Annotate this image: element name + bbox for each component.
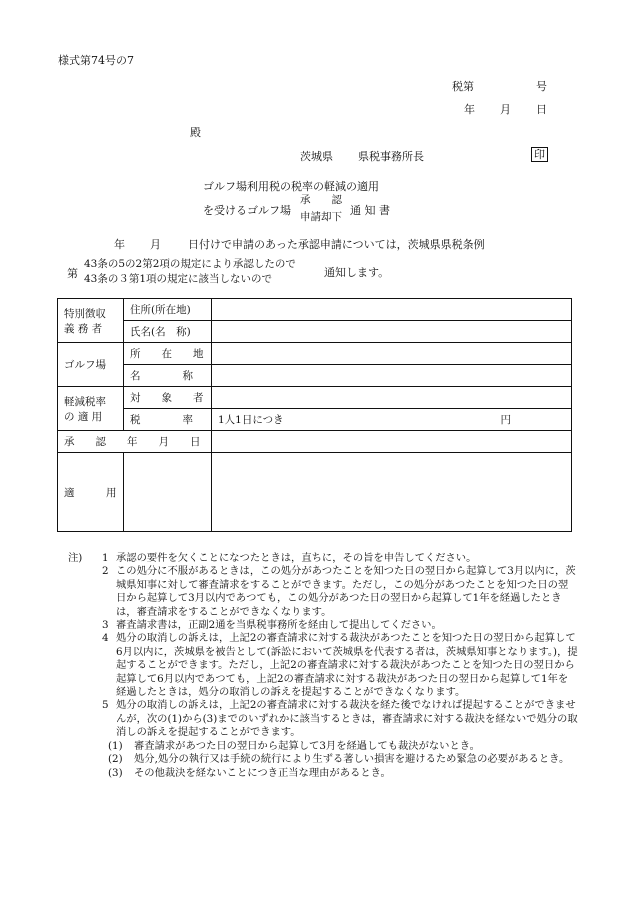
table-row <box>58 365 572 387</box>
rate-value <box>212 409 572 431</box>
approval-date-label: 承 認 年 月 日 <box>58 431 212 453</box>
remarks-value-2 <box>212 453 572 532</box>
addressee-suffix: 殿 <box>190 126 201 139</box>
rate-label: 税 率 <box>124 409 212 431</box>
rate-value-unit: 円 <box>500 414 511 426</box>
remarks-value-1 <box>124 453 212 532</box>
date-day-label: 日 <box>536 103 547 116</box>
issuer-office: 県税事務所長 <box>358 150 424 163</box>
seal-mark: 印 <box>531 147 548 162</box>
table-row <box>58 453 572 532</box>
title-line-2-prefix: を受けるゴルフ場 <box>203 204 291 217</box>
table-row <box>58 431 572 453</box>
title-line-2-suffix: 通 知 書 <box>350 204 390 217</box>
body-suffix: 通知します。 <box>324 266 390 279</box>
reduced-rate-header: 軽減税率 の 適 用 <box>58 387 124 431</box>
table-row <box>58 387 572 409</box>
issuer-prefecture: 茨城県 <box>300 150 333 163</box>
title-option-approve: 承 認 <box>300 194 342 206</box>
date-month-label: 月 <box>500 103 511 116</box>
note-item: 5 処分の取消しの訴えは，上記2の審査請求に対する裁決を経た後でなければ提起することができませんが，次の(1)から(3)までのいずれかに該当するときは，審査請求に対する裁決を経ないで処分の取消しの訴えを提起することができます。 <box>102 699 578 739</box>
form-number: 様式第74号の7 <box>58 54 134 67</box>
rate-value-prefix: 1人1日につき <box>218 414 284 426</box>
title-line-1: ゴルフ場利用税の税率の軽減の適用 <box>203 180 379 193</box>
name-label: 氏名(名 称) <box>124 321 212 343</box>
body-option-reject: 43条の３第1項の規定に該当しないので <box>84 273 273 285</box>
body-text-line: 日付けで申請のあった承認申請については，茨城県県税条例 <box>188 238 485 251</box>
golf-course-header: ゴルフ場 <box>58 343 124 387</box>
notice-table <box>57 298 572 532</box>
table-row <box>58 409 572 431</box>
reference-number-label: 号 <box>536 80 547 93</box>
name-value <box>212 321 572 343</box>
note-item: 2 この処分に不服があるときは，この処分があつたことを知つた日の翌日から起算して3月以内に，茨城県知事に対して審査請求をすることができます。ただし，この処分があつたことを知つた日の翌日から起算して3月以内であつても，この処分があつた日の翌日から起算して1年を経過したときは，審査請求をすることができなくなります。 <box>102 565 576 618</box>
note-sub-item: (1) 審査請求があつた日の翌日から起算して3月を経過しても裁決がないとき。 <box>108 739 480 752</box>
body-option-approve: 43条の5の2第2項の規定により承認したので <box>84 258 296 270</box>
reference-tax-label: 税第 <box>452 80 474 93</box>
table-row <box>58 343 572 365</box>
table-row <box>58 299 572 321</box>
remarks-label: 適 用 <box>58 453 124 532</box>
body-month-label: 月 <box>150 238 161 251</box>
notes-section <box>68 552 578 780</box>
note-sub-item: (3) その他裁決を経ないことにつき正当な理由があるとき。 <box>108 766 391 779</box>
target-label: 対 象 者 <box>124 387 212 409</box>
location-value <box>212 343 572 365</box>
course-name-label: 名 称 <box>124 365 212 387</box>
address-value <box>212 299 572 321</box>
note-item: 3 審査請求書は，正副2通を当県税事務所を経由して提出してください。 <box>102 619 442 632</box>
note-sub-item: (2) 処分,処分の執行又は手続の続行により生ずる著しい損害を避けるため緊急の必要があるとき。 <box>108 753 570 766</box>
location-label: 所 在 地 <box>124 343 212 365</box>
address-label: 住所(所在地) <box>124 299 212 321</box>
body-prefix: 第 <box>67 267 78 280</box>
target-value <box>212 387 572 409</box>
table-row <box>58 321 572 343</box>
notes-label: 注) <box>68 552 83 564</box>
approval-date-value <box>212 431 572 453</box>
note-item: 4 処分の取消しの訴えは，上記2の審査請求に対する裁決があつたことを知つた日の翌日から起算して6月以内に，茨城県を被告として(訴訟において茨城県を代表する者は，茨城県知事となります。)，提起することができます。ただし，上記2の審査請求に対する裁決があつたことを知つた日の翌日から起算して6月以内であつても，上記2の審査請求に対する裁決があつた日の翌日から起算して1年を経過したときは，処分の取消しの訴えを提起することができなくなります。 <box>102 632 578 699</box>
special-collector-header: 特別徴収 義 務 者 <box>58 299 124 343</box>
course-name-value <box>212 365 572 387</box>
title-option-reject: 申請却下 <box>300 211 342 223</box>
date-year-label: 年 <box>464 103 475 116</box>
body-year-label: 年 <box>114 238 125 251</box>
note-item: 注) 1 承認の要件を欠くことになつたときは，直ちに，その旨を申告してください。 <box>68 552 477 564</box>
